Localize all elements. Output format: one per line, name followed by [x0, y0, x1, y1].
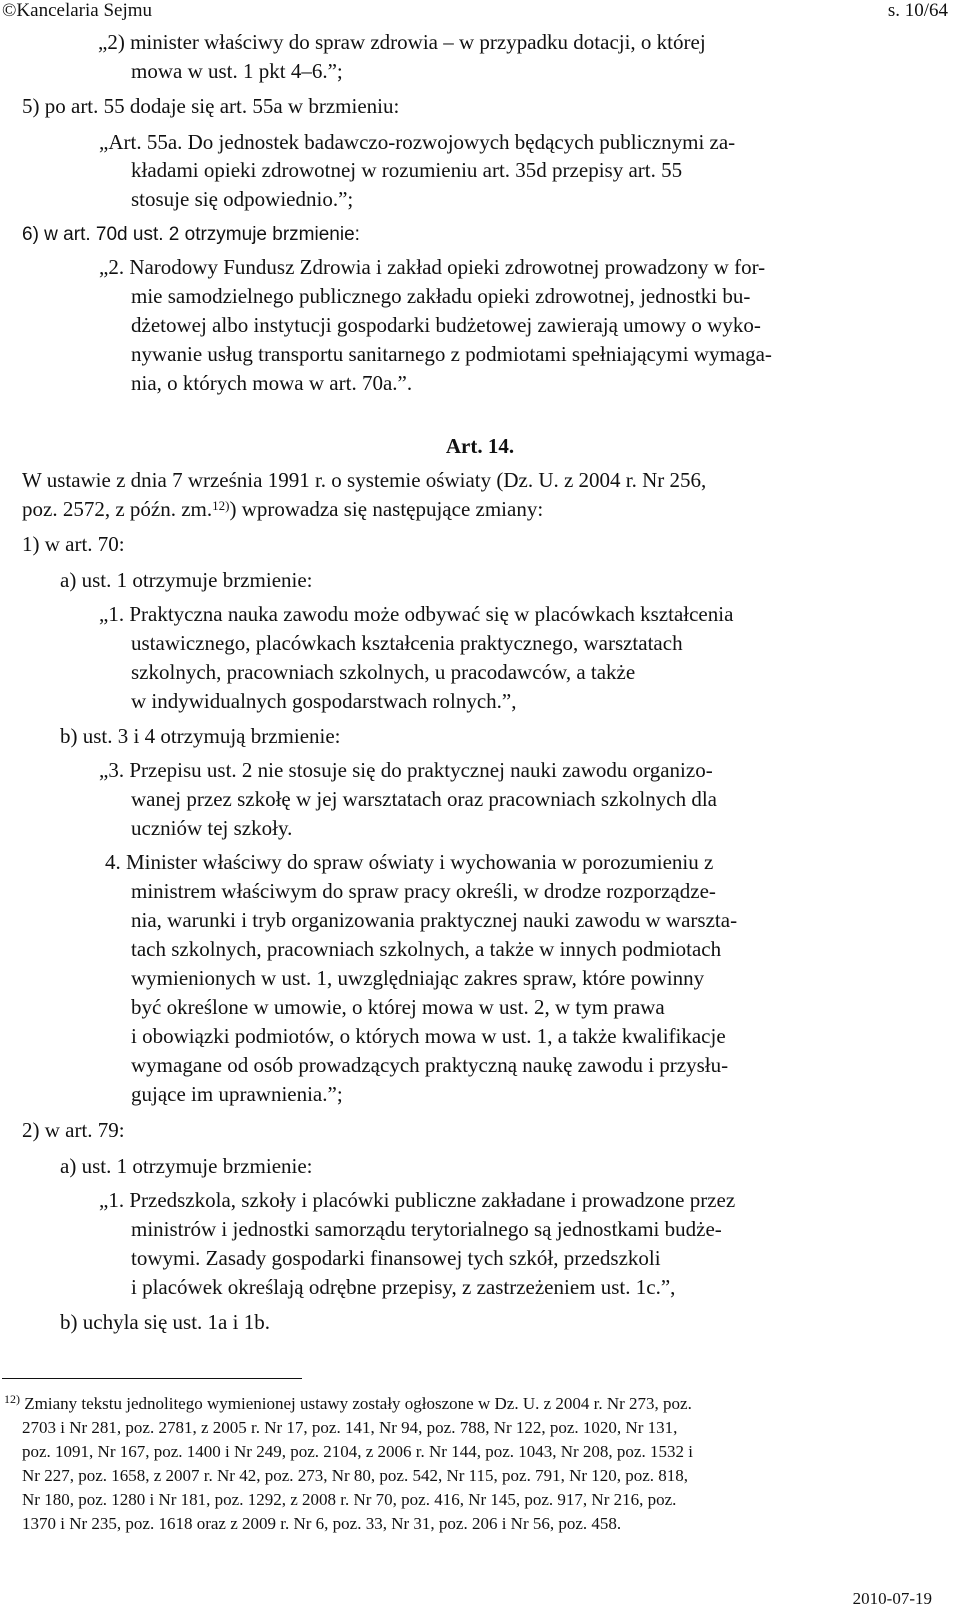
text-line: „1. Przedszkola, szkoły i placówki publiczne zakładane i prowadzone przez: [99, 1188, 736, 1212]
text-line: „2) minister właściwy do spraw zdrowia – w przypadku dotacji, o której: [98, 30, 706, 54]
footnote-text: Zmiany tekstu jednolitego wymienionej ustawy zostały ogłoszone w Dz. U. z 2004 r. Nr 273, poz.: [24, 1394, 692, 1413]
text-line: stosuje się odpowiednio.”;: [131, 187, 354, 211]
page-header-left: ©Kancelaria Sejmu: [2, 0, 153, 21]
footnote-line: Nr 180, poz. 1280 i Nr 181, poz. 1292, z 2008 r. Nr 70, poz. 416, Nr 145, poz. 917, Nr 216, poz.: [22, 1490, 677, 1509]
text-line: nia, o których mowa w art. 70a.”.: [131, 371, 413, 395]
list-item: b) ust. 3 i 4 otrzymują brzmienie:: [60, 724, 341, 748]
text-line: ustawicznego, placówkach kształcenia praktycznego, warsztatach: [131, 631, 683, 655]
text-line: 6) w art. 70d ust. 2 otrzymuje brzmienie:: [22, 224, 360, 245]
footnote-line: 2703 i Nr 281, poz. 2781, z 2005 r. Nr 17, poz. 141, Nr 94, poz. 788, Nr 122, poz. 1020, Nr 131,: [22, 1418, 678, 1437]
list-item: a) ust. 1 otrzymuje brzmienie:: [60, 1154, 313, 1178]
text-line: „Art. 55a. Do jednostek badawczo-rozwojowych będących publicznymi za-: [99, 130, 736, 154]
text-line: wymagane od osób prowadzących praktyczną naukę zawodu i przysłu-: [131, 1053, 729, 1077]
list-item: 1) w art. 70:: [22, 532, 125, 556]
text-line: „1. Praktyczna nauka zawodu może odbywać się w placówkach kształcenia: [99, 602, 734, 626]
footnote-line: poz. 1091, Nr 167, poz. 1400 i Nr 249, poz. 2104, z 2006 r. Nr 144, poz. 1043, Nr 208, poz. 1532 i: [22, 1442, 693, 1461]
list-item: 2) w art. 79:: [22, 1118, 125, 1142]
text-line: 5) po art. 55 dodaje się art. 55a w brzmieniu:: [22, 94, 400, 118]
article-intro: W ustawie z dnia 7 września 1991 r. o systemie oświaty (Dz. U. z 2004 r. Nr 256,: [22, 468, 707, 492]
document-date: 2010-07-19: [852, 1589, 932, 1608]
text-line: „2. Narodowy Fundusz Zdrowia i zakład opieki zdrowotnej prowadzony w for-: [99, 255, 766, 279]
text-line: wymienionych w ust. 1, uwzględniając zakres spraw, które powinny: [131, 966, 705, 990]
text-line: towymi. Zasady gospodarki finansowej tych szkół, przedszkoli: [131, 1246, 661, 1270]
article-intro-line2: [22, 495, 543, 524]
text-line: szkolnych, pracowniach szkolnych, u pracodawców, a także: [131, 660, 636, 684]
text-line: uczniów tej szkoły.: [131, 816, 293, 840]
text-line: w indywidualnych gospodarstwach rolnych.”,: [131, 689, 517, 713]
footnote-line: 1370 i Nr 235, poz. 1618 oraz z 2009 r. Nr 6, poz. 33, Nr 31, poz. 206 i Nr 56, poz. 458.: [22, 1514, 622, 1533]
list-item: b) uchyla się ust. 1a i 1b.: [60, 1310, 270, 1334]
text-line: i obowiązki podmiotów, o których mowa w ust. 1, a także kwalifikacje: [131, 1024, 726, 1048]
text-line: nywanie usług transportu sanitarnego z podmiotami spełniającymi wymaga-: [131, 342, 772, 366]
text-line: być określone w umowie, o której mowa w ust. 2, w tym prawa: [131, 995, 665, 1019]
text-line: ministrem właściwym do spraw pracy określi, w drodze rozporządze-: [131, 879, 716, 903]
text-line: i placówek określają odrębne przepisy, z zastrzeżeniem ust. 1c.”,: [131, 1275, 676, 1299]
text-line: tach szkolnych, pracowniach szkolnych, a także w innych podmiotach: [131, 937, 722, 961]
list-item: a) ust. 1 otrzymuje brzmienie:: [60, 568, 313, 592]
page-number: s. 10/64: [887, 0, 948, 21]
footnote-divider: [2, 1378, 302, 1379]
footnote-line: Nr 227, poz. 1658, z 2007 r. Nr 42, poz. 273, Nr 80, poz. 542, Nr 115, poz. 791, Nr 120, poz. 818,: [22, 1466, 689, 1485]
text-line: kładami opieki zdrowotnej w rozumieniu art. 35d przepisy art. 55: [131, 158, 683, 182]
text-line: mie samodzielnego publicznego zakładu opieki zdrowotnej, jednostki bu-: [131, 284, 751, 308]
intro-text: poz. 2572, z późn. zm.: [22, 497, 213, 521]
intro-text-cont: ) wprowadza się następujące zmiany:: [229, 497, 544, 521]
footnote-ref: 12): [212, 498, 230, 513]
text-line: ministrów i jednostki samorządu terytorialnego są jednostkami budże-: [131, 1217, 722, 1241]
article-heading: Art. 14.: [445, 434, 515, 458]
text-line: gujące im uprawnienia.”;: [131, 1082, 343, 1106]
text-line: dżetowej albo instytucji gospodarki budżetowej zawierają umowy o wyko-: [131, 313, 761, 337]
text-line: nia, warunki i tryb organizowania praktycznej nauki zawodu w warszta-: [131, 908, 738, 932]
text-line: wanej przez szkołę w jej warsztatach oraz pracowniach szkolnych dla: [131, 787, 717, 811]
footnote-line: [4, 1392, 692, 1418]
text-line: mowa w ust. 1 pkt 4–6.”;: [131, 59, 343, 83]
text-line: „3. Przepisu ust. 2 nie stosuje się do praktycznej nauki zawodu organizo-: [99, 758, 713, 782]
footnote-marker: 12): [4, 1392, 20, 1406]
text-line: 4. Minister właściwy do spraw oświaty i wychowania w porozumieniu z: [105, 850, 714, 874]
